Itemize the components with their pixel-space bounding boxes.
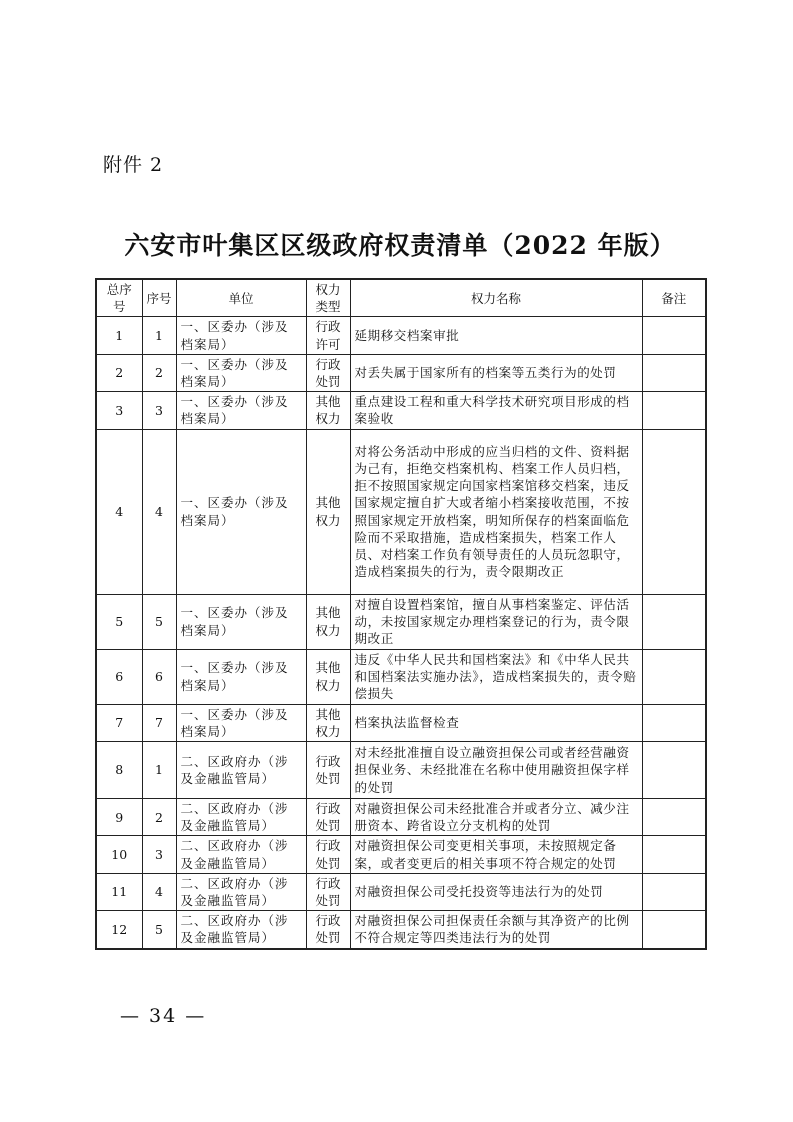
cell-power-name: 对未经批准擅自设立融资担保公司或者经营融资担保业务、未经批准在名称中使用融资担保字样的处罚 (350, 742, 642, 799)
attachment-label: 附件 2 (103, 154, 164, 176)
cell-remarks (642, 799, 706, 836)
header-power-type: 权力类型 (306, 279, 350, 317)
cell-total-no: 8 (96, 742, 142, 799)
header-power-name: 权力名称 (350, 279, 642, 317)
cell-seq-no: 6 (142, 649, 176, 704)
cell-unit: 二、区政府办（涉及金融监管局） (176, 836, 306, 873)
cell-seq-no: 5 (142, 911, 176, 949)
cell-seq-no: 3 (142, 392, 176, 429)
cell-total-no: 5 (96, 594, 142, 649)
cell-power-type: 行政处罚 (306, 354, 350, 391)
header-total-no: 总序号 (96, 279, 142, 317)
table-row (96, 742, 706, 799)
cell-total-no: 11 (96, 873, 142, 910)
cell-seq-no: 4 (142, 873, 176, 910)
cell-total-no: 1 (96, 317, 142, 354)
cell-power-type: 其他权力 (306, 594, 350, 649)
cell-power-type: 其他权力 (306, 649, 350, 704)
cell-total-no: 2 (96, 354, 142, 391)
table-row (96, 317, 706, 354)
cell-total-no: 7 (96, 704, 142, 741)
cell-seq-no: 1 (142, 742, 176, 799)
page-number: — 34 — (120, 1005, 207, 1027)
cell-unit: 二、区政府办（涉及金融监管局） (176, 911, 306, 949)
cell-power-name: 违反《中华人民共和国档案法》和《中华人民共和国档案法实施办法》，造成档案损失的，责令赔偿损失 (350, 649, 642, 704)
cell-power-type: 行政处罚 (306, 873, 350, 910)
cell-power-type: 其他权力 (306, 704, 350, 741)
cell-seq-no: 2 (142, 799, 176, 836)
cell-remarks (642, 704, 706, 741)
cell-total-no: 3 (96, 392, 142, 429)
cell-power-name: 对融资担保公司受托投资等违法行为的处罚 (350, 873, 642, 910)
cell-seq-no: 1 (142, 317, 176, 354)
cell-unit: 一、区委办（涉及档案局） (176, 317, 306, 354)
cell-power-name: 对融资担保公司变更相关事项，未按照规定备案，或者变更后的相关事项不符合规定的处罚 (350, 836, 642, 873)
cell-total-no: 10 (96, 836, 142, 873)
cell-seq-no: 5 (142, 594, 176, 649)
table-row (96, 704, 706, 741)
cell-unit: 一、区委办（涉及档案局） (176, 429, 306, 594)
table-row (96, 594, 706, 649)
cell-unit: 一、区委办（涉及档案局） (176, 354, 306, 391)
cell-total-no: 9 (96, 799, 142, 836)
document-title: 六安市叶集区区级政府权责清单（2022 年版） (124, 231, 676, 260)
cell-total-no: 6 (96, 649, 142, 704)
cell-power-type: 其他权力 (306, 429, 350, 594)
cell-unit: 一、区委办（涉及档案局） (176, 594, 306, 649)
table-row (96, 799, 706, 836)
cell-power-name: 对丢失属于国家所有的档案等五类行为的处罚 (350, 354, 642, 391)
table-row (96, 836, 706, 873)
cell-remarks (642, 594, 706, 649)
cell-seq-no: 2 (142, 354, 176, 391)
cell-seq-no: 3 (142, 836, 176, 873)
cell-remarks (642, 317, 706, 354)
table-row (96, 911, 706, 949)
cell-seq-no: 7 (142, 704, 176, 741)
power-responsibility-table (95, 278, 707, 950)
header-remarks: 备注 (642, 279, 706, 317)
cell-remarks (642, 836, 706, 873)
cell-power-name: 对将公务活动中形成的应当归档的文件、资料据为己有，拒绝交档案机构、档案工作人员归档，拒不按照国家规定向国家档案馆移交档案，违反国家规定擅自扩大或者缩小档案接收范围，不按照国家规定开放档案，明知所保存的档案面临危险而不采取措施，造成档案损失，档案工作人员、对档案工作负有领导责任的人员玩忽职守，造成档案损失的行为，责令限期改正 (350, 429, 642, 594)
table-row (96, 649, 706, 704)
cell-power-type: 行政处罚 (306, 911, 350, 949)
cell-unit: 二、区政府办（涉及金融监管局） (176, 873, 306, 910)
cell-unit: 一、区委办（涉及档案局） (176, 704, 306, 741)
cell-remarks (642, 649, 706, 704)
cell-power-type: 行政许可 (306, 317, 350, 354)
cell-power-name: 重点建设工程和重大科学技术研究项目形成的档案验收 (350, 392, 642, 429)
cell-power-type: 其他权力 (306, 392, 350, 429)
cell-power-type: 行政处罚 (306, 742, 350, 799)
table-row (96, 429, 706, 594)
cell-power-name: 延期移交档案审批 (350, 317, 642, 354)
cell-remarks (642, 354, 706, 391)
cell-total-no: 4 (96, 429, 142, 594)
cell-power-type: 行政处罚 (306, 836, 350, 873)
table-row (96, 392, 706, 429)
cell-total-no: 12 (96, 911, 142, 949)
cell-power-name: 对擅自设置档案馆，擅自从事档案鉴定、评估活动，未按国家规定办理档案登记的行为，责令限期改正 (350, 594, 642, 649)
cell-remarks (642, 429, 706, 594)
cell-remarks (642, 392, 706, 429)
cell-unit: 二、区政府办（涉及金融监管局） (176, 742, 306, 799)
cell-power-name: 档案执法监督检查 (350, 704, 642, 741)
cell-unit: 一、区委办（涉及档案局） (176, 649, 306, 704)
header-unit: 单位 (176, 279, 306, 317)
table-header-row (96, 279, 706, 317)
cell-power-name: 对融资担保公司担保责任余额与其净资产的比例不符合规定等四类违法行为的处罚 (350, 911, 642, 949)
cell-remarks (642, 911, 706, 949)
cell-unit: 二、区政府办（涉及金融监管局） (176, 799, 306, 836)
cell-unit: 一、区委办（涉及档案局） (176, 392, 306, 429)
header-seq-no: 序号 (142, 279, 176, 317)
cell-power-name: 对融资担保公司未经批准合并或者分立、减少注册资本、跨省设立分支机构的处罚 (350, 799, 642, 836)
cell-remarks (642, 873, 706, 910)
table-row (96, 873, 706, 910)
table-row (96, 354, 706, 391)
cell-remarks (642, 742, 706, 799)
cell-power-type: 行政处罚 (306, 799, 350, 836)
cell-seq-no: 4 (142, 429, 176, 594)
